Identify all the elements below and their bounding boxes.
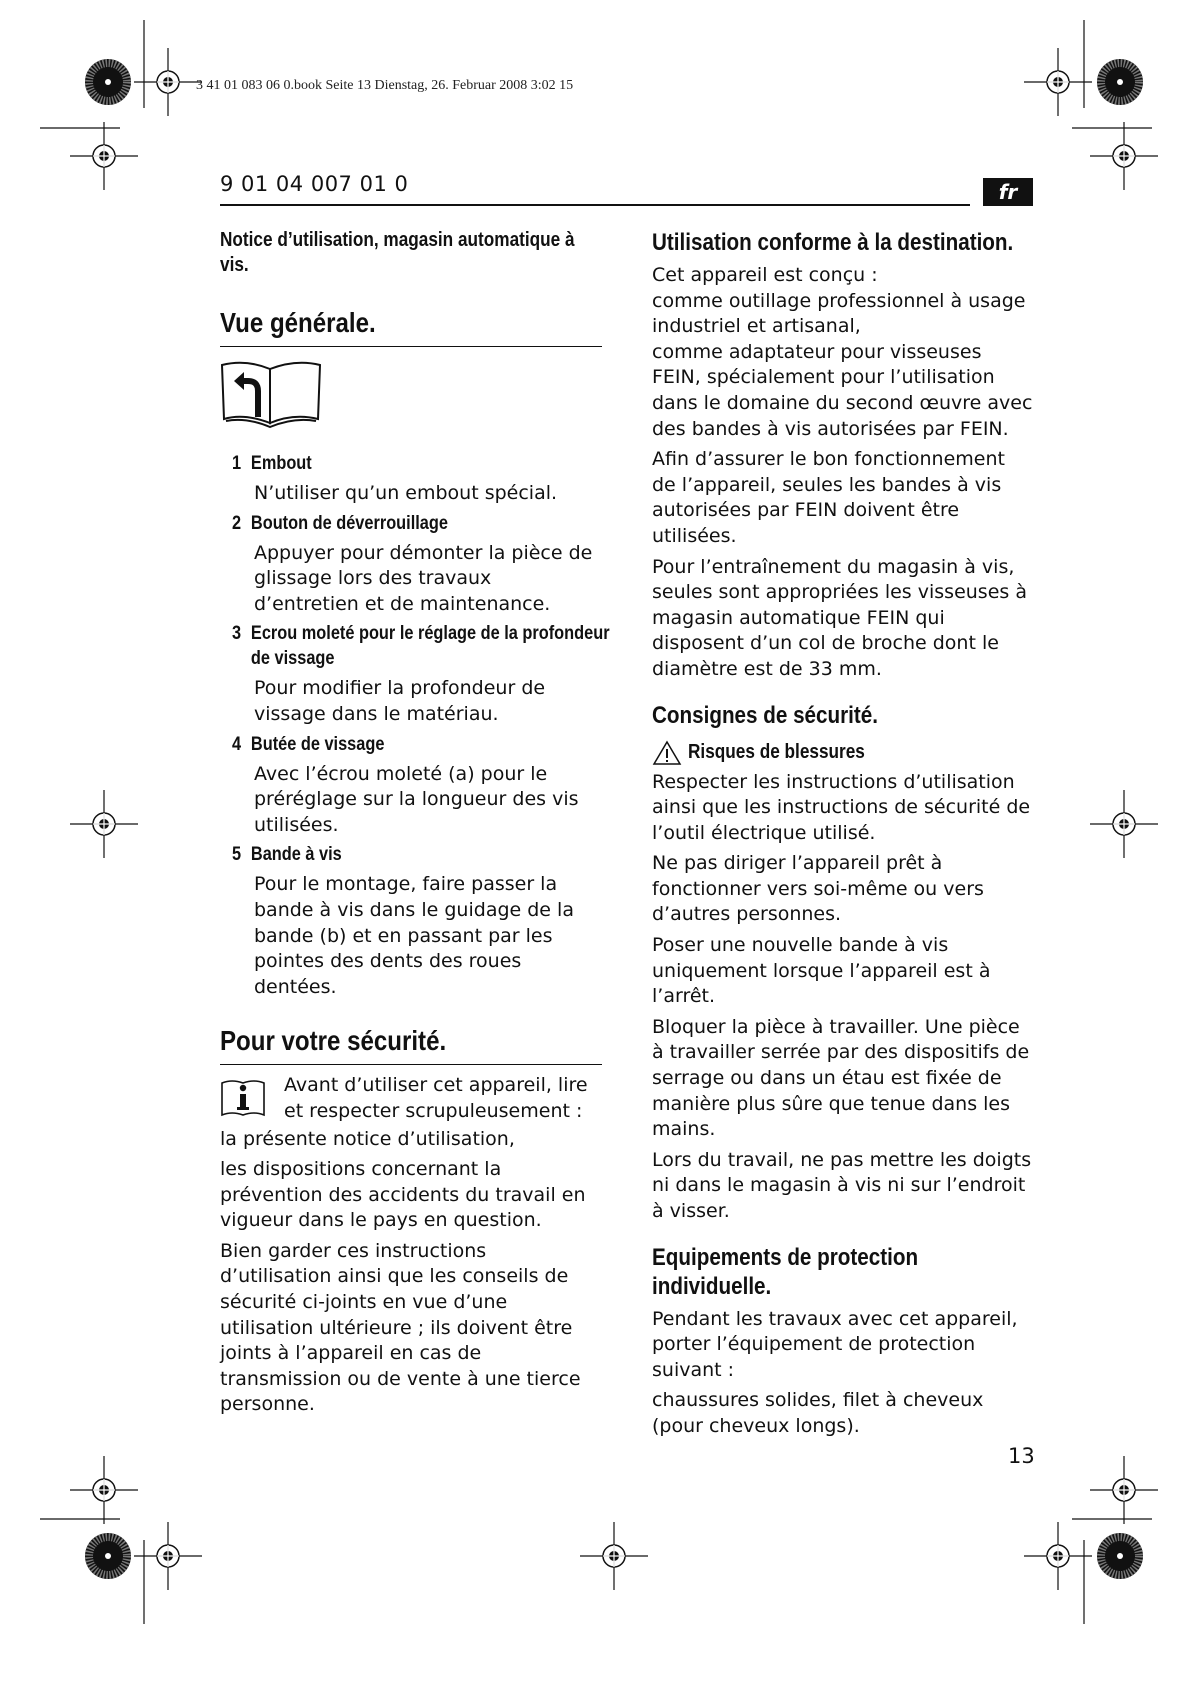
ppe-paragraph: Pendant les travaux avec cet appareil, porter l’équipement de protection suivant : <box>652 1307 1018 1381</box>
overview-title: Vue générale. <box>220 307 376 338</box>
book-info-line: 3 41 01 083 06 0.book Seite 13 Dienstag, 26. Februar 2008 3:02 15 <box>196 78 574 93</box>
list-item <box>232 621 610 727</box>
safety-info-text: Avant d’utiliser cet appareil, lire et respecter scrupuleusement : <box>284 1074 588 1122</box>
item-text: Avec l’écrou moleté (a) pour le préréglage sur la longueur des vis utilisées. <box>254 762 579 836</box>
use-paragraph: Pour l’entraînement du magasin à vis, seules sont appropriées les visseuses à magasin automatique FEIN qui disposent d’un col de broche dont le diamètre est de 33 mm. <box>652 555 1027 680</box>
open-book-icon <box>220 357 324 431</box>
item-number: 4 <box>232 733 242 755</box>
ppe-title: Equipements de protection individuelle. <box>652 1243 919 1300</box>
use-paragraph: Afin d’assurer le bon fonctionnement de l’appareil, seules les bandes à vis autorisées par FEIN doivent être utilisées. <box>652 448 1005 547</box>
overview-rule <box>220 346 602 347</box>
use-paragraph: Cet appareil est conçu : <box>652 264 878 286</box>
ppe-paragraph: chaussures solides, filet à cheveux (pour cheveux longs). <box>652 1389 984 1437</box>
item-number: 3 <box>232 623 242 645</box>
item-title: Embout <box>250 453 312 474</box>
safety-paragraph: la présente notice d’utilisation, <box>220 1127 515 1150</box>
risk-heading <box>652 740 1034 766</box>
list-item <box>232 511 602 618</box>
page-number: 13 <box>1008 1444 1035 1468</box>
intro-heading: Notice d’utilisation, magasin automatique à vis. <box>220 229 575 276</box>
safety-info-block <box>220 1073 602 1124</box>
header-rule <box>220 204 970 206</box>
list-item <box>232 842 602 1000</box>
list-item <box>232 451 602 507</box>
item-text: N’utiliser qu’un embout spécial. <box>254 482 558 504</box>
use-title: Utilisation conforme à la destination. <box>652 229 1014 256</box>
item-number: 2 <box>232 512 242 534</box>
component-list <box>220 451 610 1000</box>
item-text: Appuyer pour démonter la pièce de glissage lors des travaux d’entretien et de maintenance. <box>254 541 593 615</box>
safety-paragraph: Bien garder ces instructions d’utilisation ainsi que les conseils de sécurité ci-joints en vue d’une utilisation ultérieure ; ils doivent être joints à l’appareil en cas de transmission ou de vente à une tierce personne. <box>220 1239 581 1416</box>
document-number: 9 01 04 007 01 0 <box>220 172 409 196</box>
consignes-paragraph: Respecter les instructions d’utilisation ainsi que les instructions de sécurité de l’outil électrique utilisé. <box>652 770 1031 844</box>
use-paragraph: comme adaptateur pour visseuses FEIN, spécialement pour l’utilisation dans le domaine du second œuvre avec des bandes à vis autorisées par FEIN. <box>652 340 1033 440</box>
item-number: 5 <box>232 844 242 866</box>
item-title: Bouton de déverrouillage <box>250 512 448 534</box>
safety-title: Pour votre sécurité. <box>220 1025 447 1057</box>
item-number: 1 <box>232 453 242 474</box>
consignes-paragraph: Lors du travail, ne pas mettre les doigts ni dans le magasin à vis ni sur l’endroit à visser. <box>652 1148 1032 1222</box>
left-column <box>220 228 610 1418</box>
item-title: Butée de vissage <box>250 733 385 755</box>
item-text: Pour modifier la profondeur de vissage dans le matériau. <box>254 677 546 725</box>
item-title: Bande à vis <box>250 844 342 866</box>
risk-title: Risques de blessures <box>688 741 865 763</box>
item-title: Ecrou moleté pour le réglage de la profondeur de vissage <box>250 623 610 670</box>
consignes-paragraph: Poser une nouvelle bande à vis uniquement lorsque l’appareil est à l’arrêt. <box>652 934 991 1008</box>
item-text: Pour le montage, faire passer la bande à vis dans le guidage de la bande (b) et en passant par les pointes des dents des roues dentées. <box>254 873 574 998</box>
consignes-title: Consignes de sécurité. <box>652 701 878 729</box>
list-item <box>232 732 602 839</box>
consignes-paragraph: Ne pas diriger l’appareil prêt à fonctionner vers soi-même ou vers d’autres personnes. <box>652 852 984 926</box>
warning-triangle-icon <box>652 740 682 766</box>
info-manual-icon <box>220 1077 266 1119</box>
safety-rule <box>220 1064 602 1065</box>
safety-paragraph: les dispositions concernant la prévention des accidents du travail en vigueur dans le pays en question. <box>220 1158 586 1232</box>
consignes-paragraph: Bloquer la pièce à travailler. Une pièce à travailler serrée par des dispositifs de serrage ou dans un étau est fixée de manière plus sûre que tenue dans les mains. <box>652 1015 1030 1141</box>
language-badge: fr <box>983 178 1033 206</box>
use-paragraph: comme outillage professionnel à usage industriel et artisanal, <box>652 289 1026 338</box>
right-column <box>652 228 1034 1440</box>
